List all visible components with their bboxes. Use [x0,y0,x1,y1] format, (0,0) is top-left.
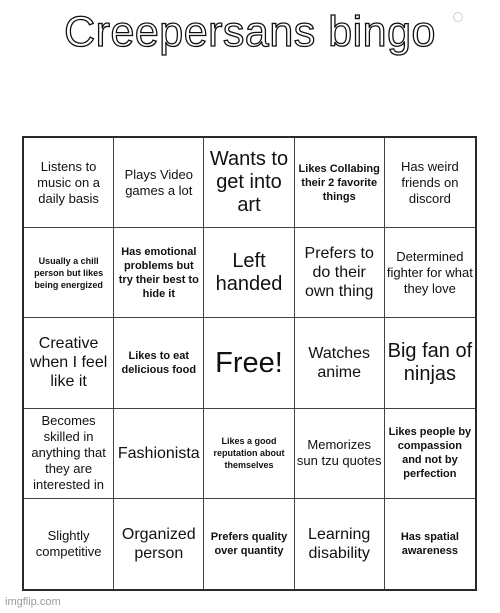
bingo-cell: Likes a good reputation about themselves [204,409,294,499]
bingo-cell: Has weird friends on discord [385,138,475,228]
bingo-cell: Slightly competitive [24,499,114,589]
bingo-cell: Watches anime [295,318,385,408]
bingo-board [22,136,477,591]
bingo-cell: Has spatial awareness [400,530,459,557]
bingo-cell: Fashionista [114,409,204,499]
bingo-cell: Listens to music on a daily basis [24,138,114,228]
bingo-cell: Left handed [204,228,294,318]
bingo-cell: Likes people by compassion and not by perfection [385,409,475,499]
bingo-cell: Usually a chill person but likes being energized [24,228,114,318]
bingo-cell: Prefers to do their own thing [295,228,385,318]
bingo-cell: Prefers quality over quantity [204,499,294,589]
bingo-cell: Creative when I feel like it [24,318,114,408]
free-space-cell: Free! [204,318,294,408]
bingo-cell: Wants to get into art [204,138,294,228]
bingo-cell: Big fan of ninjas [385,318,475,408]
bingo-cell: Determined fighter for what they love [385,228,475,318]
decorative-circle [453,12,463,22]
bingo-cell: Organized person [114,499,204,589]
bingo-cell: Becomes skilled in anything that they are interested in [24,409,114,499]
bingo-cell: Likes Collabing their 2 favorite things [295,138,385,228]
bingo-cell: Likes to eat delicious food [114,318,204,408]
bingo-cell: Memorizes sun tzu quotes [295,409,385,499]
bingo-cell: Plays Video games a lot [114,138,204,228]
bingo-cell: Has emotional problems but try their best to hide it [114,228,204,318]
page-title: Creepersans bingo [64,8,436,56]
bingo-cell: Learning disability [295,499,385,589]
watermark: imgflip.com [5,596,61,608]
